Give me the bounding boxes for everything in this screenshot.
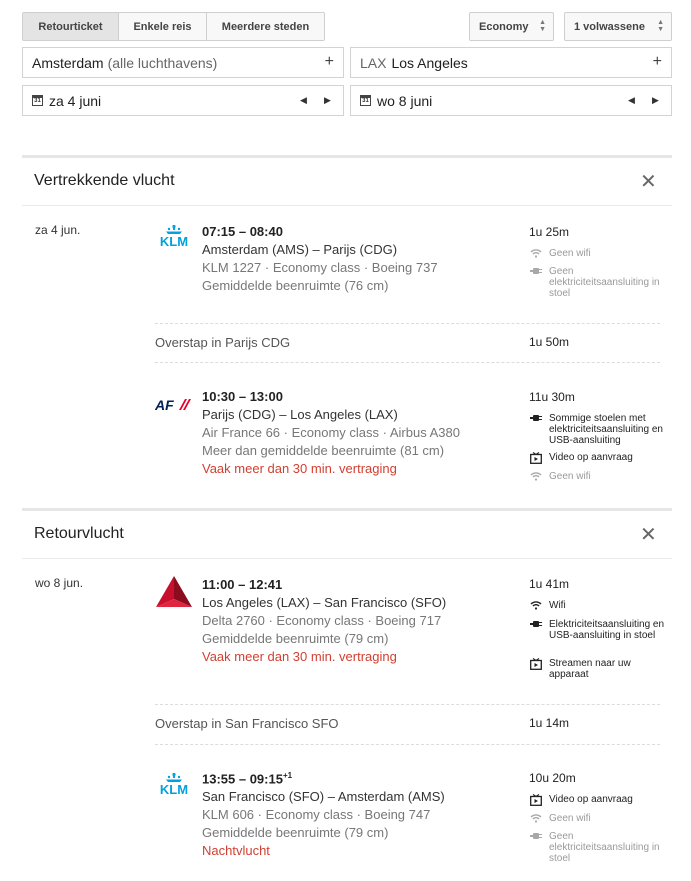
amenity-text: Streamen naar uw apparaat	[549, 658, 631, 680]
leg-duration: 11u 30m	[529, 390, 575, 404]
wifi-icon	[529, 600, 543, 611]
destination-city: Los Angeles	[391, 54, 468, 71]
destination-field[interactable]	[350, 47, 672, 78]
leg-details: Air France 66 · Economy class · Airbus A380	[202, 425, 460, 440]
origin-detail: (alle luchthavens)	[107, 54, 218, 71]
section-header-divider	[22, 205, 672, 206]
video-icon	[529, 452, 543, 463]
amenity-text: Geen wifi	[549, 248, 591, 259]
layover-text: Overstap in San Francisco SFO	[155, 716, 339, 731]
return-date: wo 8 jun.	[35, 576, 84, 590]
dashed-divider	[155, 323, 660, 324]
prev-date-icon[interactable]: ◀	[628, 95, 635, 105]
leg-route: Parijs (CDG) – Los Angeles (LAX)	[202, 407, 398, 422]
amenity-text: Geen elektriciteitsaansluiting in stoel	[549, 831, 660, 864]
leg-duration: 10u 20m	[529, 771, 576, 785]
passengers-value: 1 volwassene	[574, 20, 645, 33]
trip-type-multi-city[interactable]: Meerdere steden	[207, 13, 324, 40]
close-outbound-icon[interactable]: ✕	[640, 171, 657, 193]
amenity-text: Geen wifi	[549, 813, 591, 824]
leg-route: San Francisco (SFO) – Amsterdam (AMS)	[202, 789, 445, 804]
trip-type-selector	[22, 12, 325, 41]
leg-details: KLM 1227 · Economy class · Boeing 737	[202, 260, 438, 275]
section-header-divider	[22, 558, 672, 559]
wifi-icon	[529, 813, 543, 824]
layover-duration: 1u 50m	[529, 335, 570, 349]
svg-text:AF: AF	[155, 397, 174, 413]
leg-times: 10:30 – 13:00	[202, 389, 283, 404]
calendar-icon: 31	[32, 95, 43, 106]
add-destination-icon[interactable]: +	[652, 53, 662, 70]
prev-date-icon[interactable]: ◀	[300, 95, 307, 105]
amenity-text: Wifi	[549, 600, 566, 611]
calendar-icon: 31	[360, 95, 371, 106]
power-plug-icon	[529, 831, 543, 842]
return-date-field[interactable]	[350, 85, 672, 116]
amenity-text: Geen wifi	[549, 471, 591, 482]
close-return-icon[interactable]: ✕	[640, 524, 657, 546]
add-origin-icon[interactable]: +	[324, 53, 334, 70]
dashed-divider	[155, 744, 660, 745]
outbound-date: za 4 jun.	[35, 223, 81, 237]
delta-logo	[155, 576, 193, 613]
amenity-text: Geen elektriciteitsaansluiting in stoel	[549, 266, 660, 299]
leg-legroom: Gemiddelde beenruimte (79 cm)	[202, 825, 389, 840]
streaming-icon	[529, 658, 543, 669]
air-france-logo	[155, 397, 193, 418]
passengers-select[interactable]	[564, 12, 672, 41]
leg-times	[202, 771, 292, 786]
depart-date-field[interactable]	[22, 85, 344, 116]
leg-warning: Vaak meer dan 30 min. vertraging	[202, 461, 397, 476]
klm-logo-text: KLM	[159, 782, 189, 797]
layover-text: Overstap in Parijs CDG	[155, 335, 291, 350]
cabin-class-value: Economy	[479, 20, 529, 33]
leg-times: 11:00 – 12:41	[202, 577, 283, 592]
klm-logo	[155, 224, 193, 255]
section-divider	[22, 155, 672, 158]
wifi-icon	[529, 248, 543, 259]
leg-times-text: 13:55 – 09:15	[202, 771, 283, 787]
depart-date-value: za 4 juni	[49, 92, 102, 109]
layover-duration: 1u 14m	[529, 716, 570, 730]
leg-duration: 1u 41m	[529, 577, 570, 591]
klm-logo	[155, 772, 193, 803]
origin-city: Amsterdam	[32, 54, 104, 71]
wifi-icon	[529, 471, 543, 482]
leg-times: 07:15 – 08:40	[202, 224, 283, 239]
section-divider	[22, 508, 672, 511]
amenity-text: Video op aanvraag	[549, 794, 633, 805]
power-plug-icon	[529, 619, 543, 630]
return-title: Retourvlucht	[34, 525, 124, 542]
select-arrows-icon: ▲ ▼	[539, 19, 546, 33]
dashed-divider	[155, 362, 660, 363]
leg-duration: 1u 25m	[529, 225, 570, 239]
outbound-title: Vertrekkende vlucht	[34, 172, 175, 189]
leg-route: Amsterdam (AMS) – Parijs (CDG)	[202, 242, 398, 257]
next-day-marker: +1	[282, 771, 293, 780]
amenity-text: Video op aanvraag	[549, 452, 633, 463]
amenity-text: Elektriciteitsaansluiting en USB-aansluiting in stoel	[549, 619, 665, 641]
origin-field[interactable]	[22, 47, 344, 78]
klm-logo-text: KLM	[159, 234, 189, 249]
leg-route: Los Angeles (LAX) – San Francisco (SFO)	[202, 595, 447, 610]
select-arrows-icon: ▲ ▼	[657, 19, 664, 33]
destination-code: LAX	[360, 54, 387, 71]
leg-details: Delta 2760 · Economy class · Boeing 717	[202, 613, 442, 628]
leg-details: KLM 606 · Economy class · Boeing 747	[202, 807, 431, 822]
next-date-icon[interactable]: ▶	[324, 95, 331, 105]
amenity-text: Sommige stoelen met elektriciteitsaansluiting en USB-aansluiting	[549, 413, 663, 446]
return-date-value: wo 8 juni	[377, 92, 433, 109]
leg-warning: Vaak meer dan 30 min. vertraging	[202, 649, 397, 664]
trip-type-round-trip[interactable]: Retourticket	[23, 13, 119, 40]
power-plug-icon	[529, 413, 543, 424]
leg-legroom: Meer dan gemiddelde beenruimte (81 cm)	[202, 443, 445, 458]
cabin-class-select[interactable]	[469, 12, 554, 41]
power-plug-icon	[529, 266, 543, 277]
leg-warning: Nachtvlucht	[202, 843, 270, 858]
leg-legroom: Gemiddelde beenruimte (76 cm)	[202, 278, 389, 293]
trip-type-one-way[interactable]: Enkele reis	[119, 13, 207, 40]
leg-legroom: Gemiddelde beenruimte (79 cm)	[202, 631, 389, 646]
video-icon	[529, 794, 543, 805]
dashed-divider	[155, 704, 660, 705]
next-date-icon[interactable]: ▶	[652, 95, 659, 105]
